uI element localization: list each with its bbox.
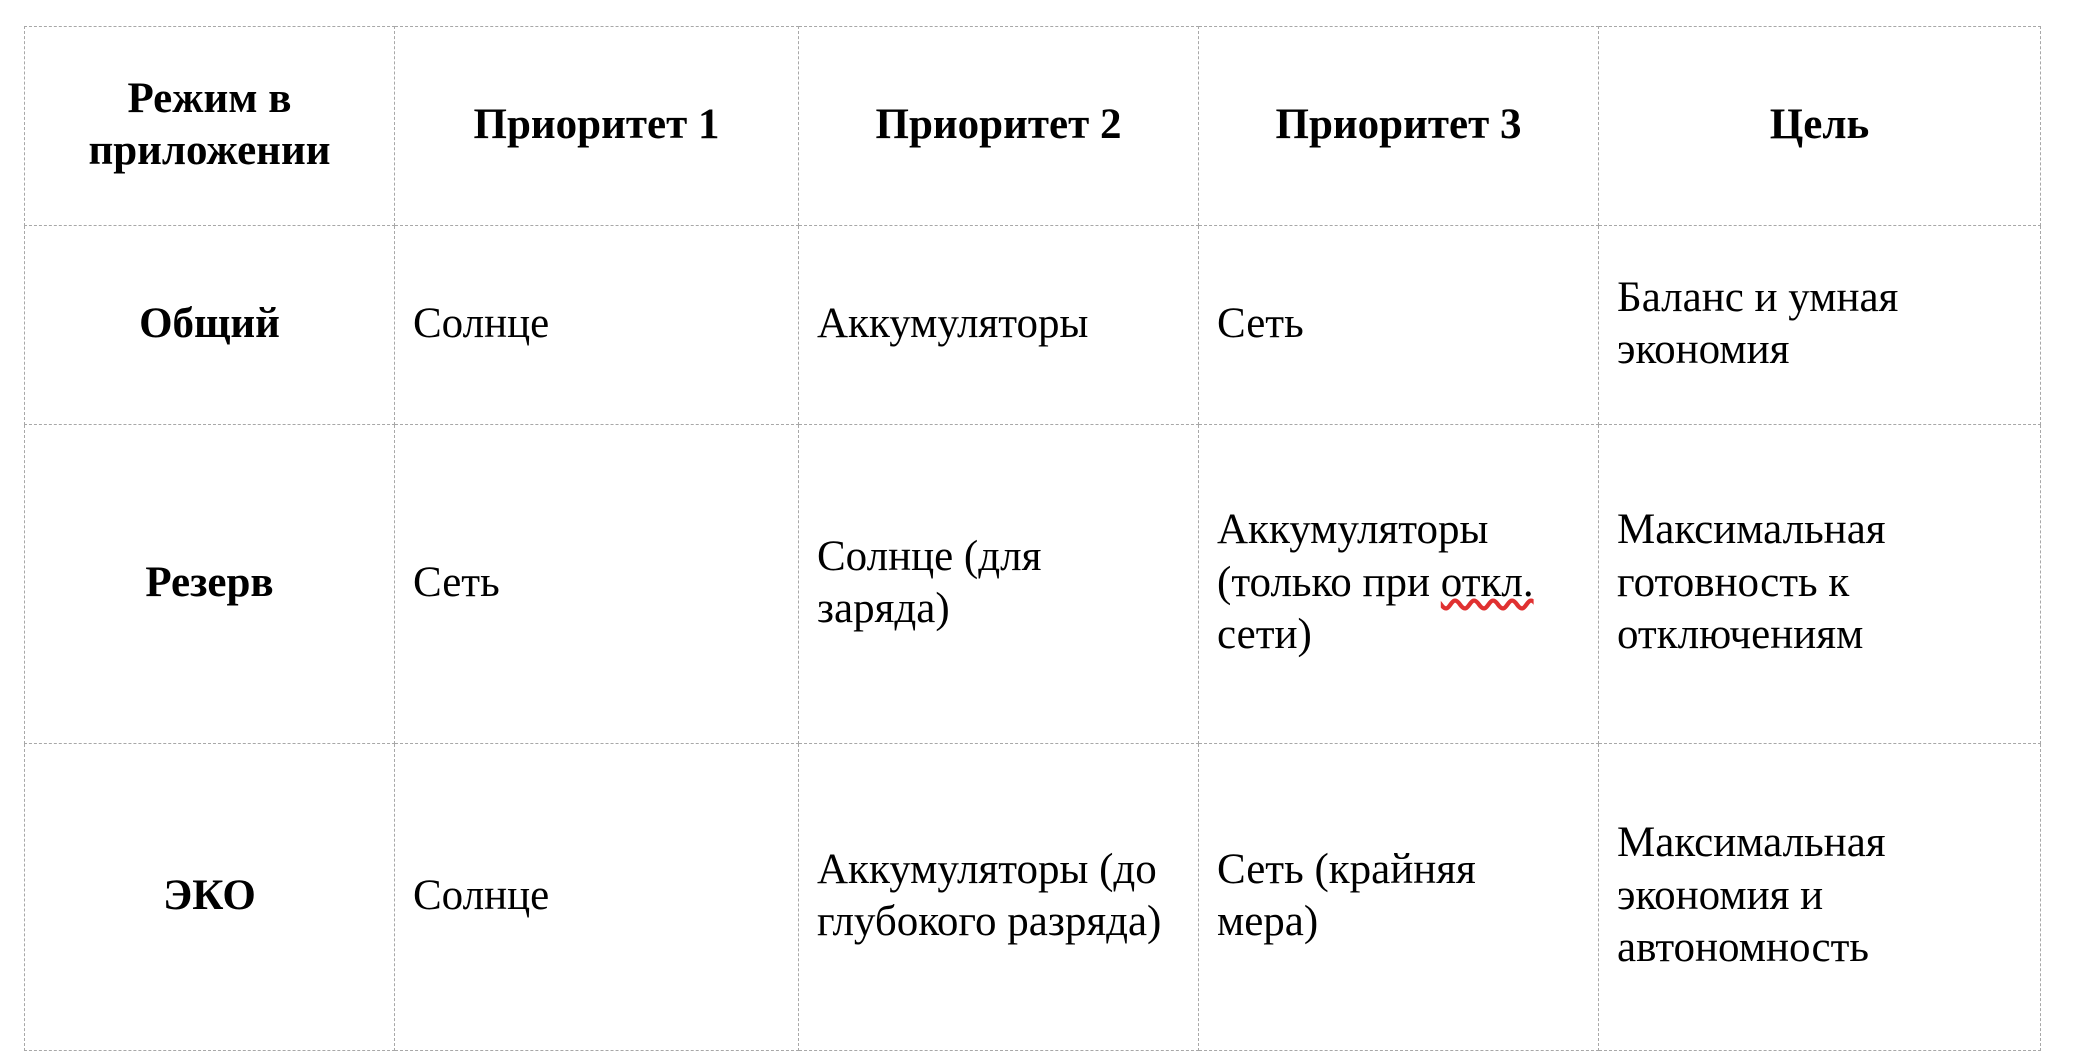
table-header bbox=[25, 27, 2041, 226]
priority-3-text-prefix: Аккумуляторы (только при bbox=[1217, 506, 1489, 606]
cell-priority-2: Аккумуляторы (до глубокого разряда) bbox=[799, 744, 1199, 1051]
cell-priority-1: Солнце bbox=[395, 744, 799, 1051]
table-row bbox=[25, 744, 2041, 1051]
table-row bbox=[25, 226, 2041, 425]
cell-priority-1: Сеть bbox=[395, 425, 799, 744]
spellcheck-word: откл. bbox=[1440, 558, 1534, 606]
cell-priority-3: Сеть bbox=[1199, 226, 1599, 425]
column-header-priority-3: Приоритет 3 bbox=[1199, 27, 1599, 226]
cell-priority-2: Аккумуляторы bbox=[799, 226, 1199, 425]
cell-priority-3: Сеть (крайняя мера) bbox=[1199, 744, 1599, 1051]
column-header-mode: Режим в приложении bbox=[25, 27, 395, 226]
table-header-row bbox=[25, 27, 2041, 226]
table-row bbox=[25, 425, 2041, 744]
column-header-priority-1: Приоритет 1 bbox=[395, 27, 799, 226]
cell-priority-2: Солнце (для заряда) bbox=[799, 425, 1199, 744]
cell-mode-name: ЭКО bbox=[25, 744, 395, 1051]
cell-mode-name: Общий bbox=[25, 226, 395, 425]
priority-3-text-suffix: сети) bbox=[1217, 611, 1312, 659]
column-header-goal: Цель bbox=[1599, 27, 2041, 226]
cell-goal: Баланс и умная экономия bbox=[1599, 226, 2041, 425]
cell-mode-name: Резерв bbox=[25, 425, 395, 744]
table-body bbox=[25, 226, 2041, 1051]
modes-table bbox=[24, 26, 2041, 1051]
cell-priority-1: Солнце bbox=[395, 226, 799, 425]
column-header-priority-2: Приоритет 2 bbox=[799, 27, 1199, 226]
cell-goal: Максимальная готовность к отключениям bbox=[1599, 425, 2041, 744]
cell-goal: Максимальная экономия и автономность bbox=[1599, 744, 2041, 1051]
cell-priority-3 bbox=[1199, 425, 1599, 744]
